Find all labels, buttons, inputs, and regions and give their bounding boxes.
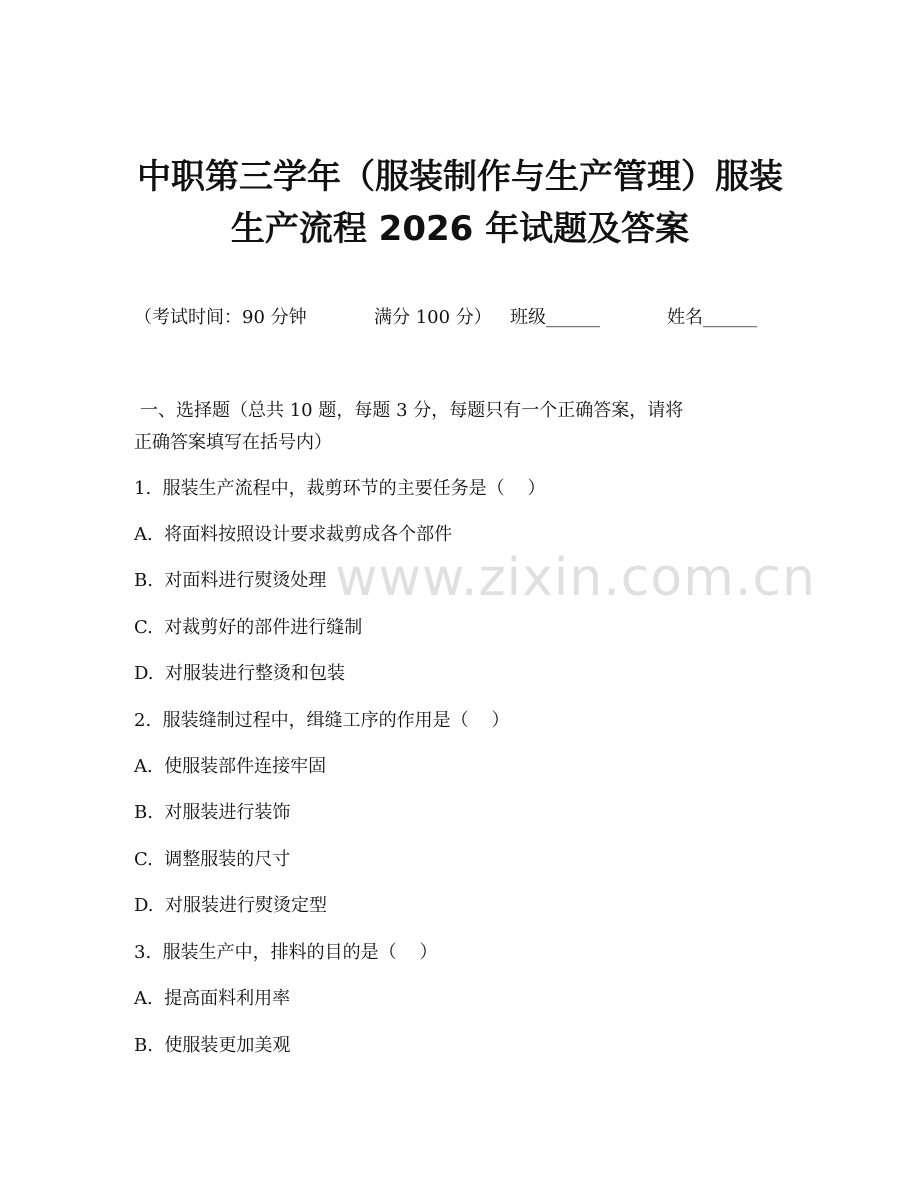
section-heading-line-2: 正确答案填写在括号内） — [134, 432, 332, 453]
exam-score: 满分 100 分） — [374, 307, 492, 328]
document-title-line-2: 生产流程 2026 年试题及答案 — [230, 209, 690, 249]
section-heading-line-1: 一、选择题（总共 10 题，每题 3 分，每题只有一个正确答案，请将 — [140, 400, 684, 421]
question-2-option-d: D. 对服装进行熨烫定型 — [134, 895, 327, 916]
question-1-option-b: B. 对面料进行熨烫处理 — [134, 570, 327, 591]
document-title-line-1: 中职第三学年（服装制作与生产管理）服装 — [137, 157, 783, 197]
question-3-stem: 3. 服装生产中，排料的目的是（ ） — [134, 942, 438, 963]
question-1-option-a: A. 将面料按照设计要求裁剪成各个部件 — [134, 524, 453, 545]
question-2-option-c: C. 调整服装的尺寸 — [134, 849, 291, 870]
watermark: www.zixin.com.cn — [335, 548, 816, 608]
question-2-stem: 2. 服装缝制过程中，缉缝工序的作用是（ ） — [134, 710, 510, 731]
question-1-stem: 1. 服装生产流程中，裁剪环节的主要任务是（ ） — [134, 478, 546, 499]
class-field: 班级______ — [510, 307, 600, 328]
question-3-option-b: B. 使服装更加美观 — [134, 1035, 291, 1056]
name-field: 姓名______ — [667, 307, 757, 328]
question-3-option-a: A. 提高面料利用率 — [134, 988, 291, 1009]
question-1-option-c: C. 对裁剪好的部件进行缝制 — [134, 617, 363, 638]
question-1-option-d: D. 对服装进行整烫和包装 — [134, 663, 345, 684]
question-2-option-a: A. 使服装部件连接牢固 — [134, 756, 327, 777]
question-2-option-b: B. 对服装进行装饰 — [134, 802, 291, 823]
exam-time: （考试时间：90 分钟 — [134, 307, 307, 328]
